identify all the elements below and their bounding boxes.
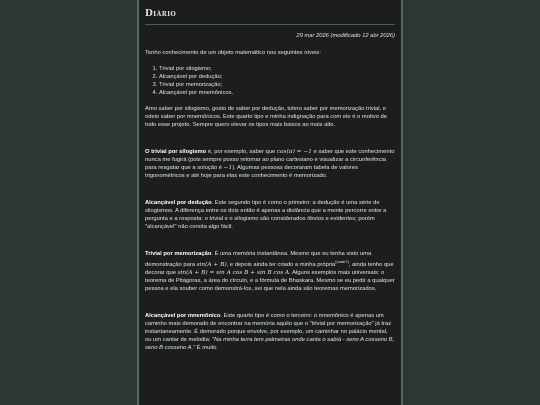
section-alcancavel-mnemonico bbox=[145, 312, 395, 352]
section-text: É muito bbox=[195, 344, 217, 351]
section-text: . Alguns exemplos mais universais: o teorema de Pitágoras, a área do círculo, e a fórmula de Bhaskara. Mesmo se eu pedir a qualquer pessoa e ela souber como demonstrá-los, sei que nela ainda são teoremas memorizados. bbox=[145, 269, 395, 292]
summary-text: Amo saber por silogismo, gosto de saber por dedução, tolero saber por memorização trivial, e odeio saber por mnemônicos. Este quarto tipo e minha indignação para com ele é o motivo de todo esse projeto. Sempre quero elevar os tipos mais baixos ao mais alto. bbox=[145, 106, 388, 128]
section-trivial-silogismo bbox=[145, 148, 395, 180]
modified-date: (modificado 12 abr 2026) bbox=[330, 33, 395, 39]
section-text: , e depois ainda ter criado a minha própria bbox=[226, 261, 336, 268]
diary-page bbox=[137, 0, 403, 405]
section-text: . É uma memória instantânea. Mesmo que eu tenha visto uma demonstração para bbox=[145, 251, 372, 268]
section-title: Trivial por memorização bbox=[145, 251, 212, 257]
section-text: . Este quarto tipo é como o terceiro: o mnemônico é apenas um caminho mais demorado de encontrar na memória aquilo que o "trivial por memorização" já traz instantaneamente. É demorado porque envolve, por exemplo, um caminhar no palácio mental, ou um cantar de melodia: bbox=[145, 312, 392, 343]
section-text: , ainda tenho que decorar que bbox=[145, 261, 394, 276]
page-title: Diário bbox=[145, 6, 395, 25]
section-alcancavel-deducao bbox=[145, 199, 395, 231]
section-title: O trivial por silogismo bbox=[145, 149, 207, 155]
mnemonic-quote: "Na minha terra tem palmeiras onde canta o sabiá - seno A cosseno B, seno B cosseno A." bbox=[145, 336, 395, 351]
section-text: ). Algumas pessoas decoraram tabela de valores trigonométricos e até hoje para elas este conhecimento é memorizado. bbox=[145, 165, 358, 179]
created-date: 29 mar 2026 bbox=[296, 33, 329, 39]
list-item: 3. Trivial por memorização; bbox=[159, 81, 395, 89]
code-link[interactable]: (code?) bbox=[335, 259, 349, 264]
section-text: . Este segundo tipo é como o primeiro: a dedução é uma série de silogismos. A diferença entre os dois então é apenas a distância que a mente percorre entre a pergunta e a resposta: o trivial e o silogismo são considerados óbvios e evidentes; porém "alcançável" não conota algo fácil. bbox=[145, 200, 387, 230]
section-title: Alcançável por mnemônico bbox=[145, 312, 221, 319]
levels-list bbox=[145, 65, 395, 97]
section-text: e saber que este conhecimento nunca me fugirá (pois sempre posso retornar ao plano cartesiano e visualizar a circunferência para resgatar que a solução é bbox=[145, 149, 395, 171]
entry-date bbox=[145, 33, 395, 39]
math-formula: cos(π) = −1 bbox=[276, 149, 312, 155]
intro-text: Tenho conhecimento de um objeto matemático nos seguintes níveis: bbox=[145, 50, 321, 56]
math-formula: −1 bbox=[223, 165, 233, 171]
list-item: 2. Alcançável por dedução; bbox=[159, 73, 395, 81]
list-item: 1. Trivial por silogismo; bbox=[159, 65, 395, 73]
math-formula: sin(A + B) bbox=[196, 261, 227, 268]
list-item: 4. Alcançável por mnemônicos. bbox=[159, 89, 395, 97]
section-text: é, por exemplo, saber que bbox=[206, 149, 277, 155]
section-title: Alcançável por dedução bbox=[145, 200, 212, 206]
math-formula: sin(A + B) = sin A cos B + sin B cos A bbox=[177, 269, 290, 276]
section-trivial-memorizacao bbox=[145, 250, 395, 293]
